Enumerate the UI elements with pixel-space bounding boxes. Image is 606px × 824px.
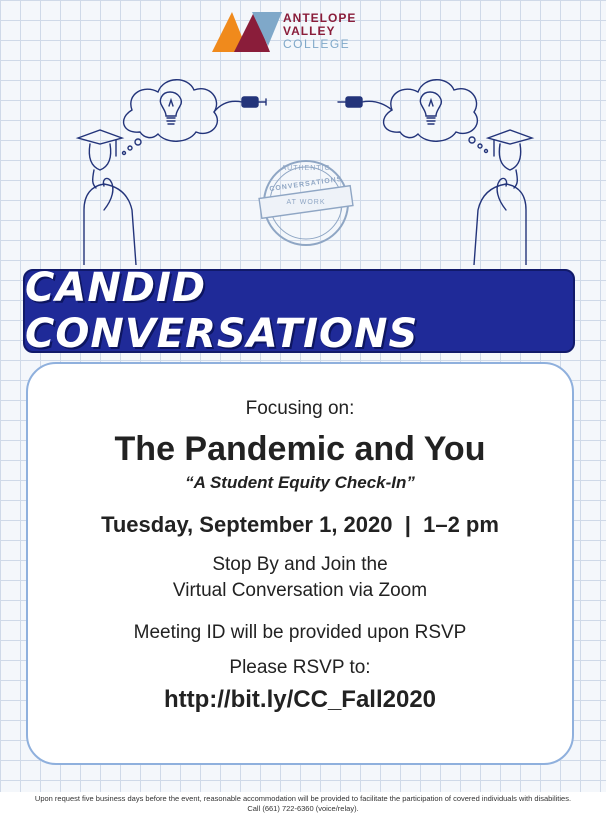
rsvp-link[interactable]: http://bit.ly/CC_Fall2020 — [163, 686, 437, 713]
event-details-card — [26, 362, 574, 765]
college-name-line3: COLLEGE — [283, 37, 351, 51]
event-date-time: Tuesday, September 1, 2020 | 1–2 pm — [101, 512, 499, 537]
accommodation-footer — [0, 794, 606, 814]
meeting-id-note: Meeting ID will be provided upon RSVP — [133, 622, 467, 643]
right-graduate-figure — [474, 130, 532, 265]
stamp-middle-text: CONVERSATIONS — [269, 175, 343, 194]
right-thought-cloud — [384, 80, 488, 153]
college-name-line2: VALLEY — [283, 24, 336, 38]
event-title: The Pandemic and You — [114, 430, 486, 468]
left-thought-cloud — [123, 80, 218, 155]
event-subtitle: “A Student Equity Check-In” — [185, 473, 415, 492]
stamp-top-text: AUTHENTIC — [281, 165, 331, 172]
conversation-illustration — [70, 60, 540, 265]
join-line-1: Stop By and Join the — [212, 554, 388, 575]
join-line-2: Virtual Conversation via Zoom — [172, 580, 428, 601]
footer-line-2: Call (661) 722-6360 (voice/relay). — [247, 804, 359, 813]
college-name-line1: ANTELOPE — [283, 11, 357, 25]
footer-line-1: Upon request five business days before the event, reasonable accommodation will be provided to facilitate the participation of covered individuals with disabilities. — [34, 794, 572, 803]
college-name — [283, 12, 356, 51]
connecting-cable — [214, 97, 392, 112]
left-graduate-figure — [78, 130, 136, 265]
focus-label: Focusing on: — [245, 398, 355, 419]
rsvp-label: Please RSVP to: — [229, 657, 371, 678]
banner-title: CANDID CONVERSATIONS — [25, 265, 419, 357]
stamp-text — [259, 165, 353, 206]
stamp-bottom-text: AT WORK — [286, 199, 326, 206]
title-banner — [23, 265, 575, 357]
